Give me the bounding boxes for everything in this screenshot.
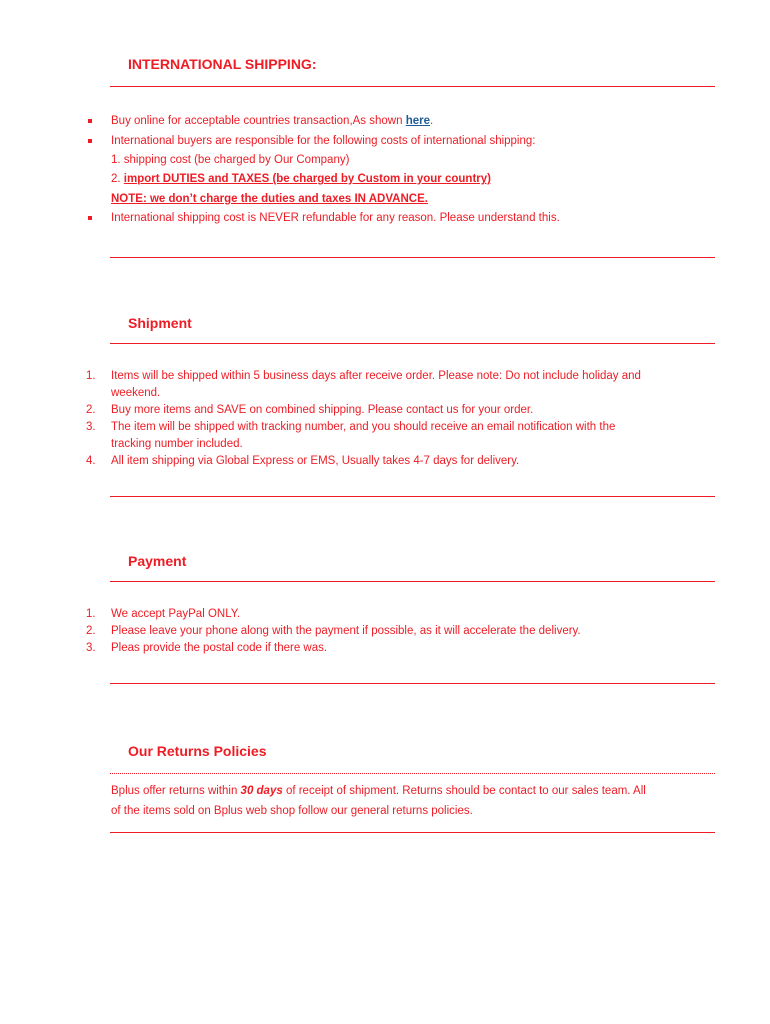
list-item: We accept PayPal ONLY. xyxy=(111,608,241,620)
divider xyxy=(110,343,715,344)
intl-shipping-heading: INTERNATIONAL SHIPPING: xyxy=(128,56,317,72)
list-item: Buy more items and SAVE on combined shipping. Please contact us for your order. xyxy=(111,404,534,416)
list-item: Please leave your phone along with the payment if possible, as it will accelerate the delivery. xyxy=(111,625,581,637)
list-item: The item will be shipped with tracking number, and you should receive an email notification with the xyxy=(111,421,616,433)
bullet-icon xyxy=(88,216,92,220)
shipment-heading: Shipment xyxy=(128,315,192,331)
list-number: 1. xyxy=(86,608,96,620)
divider xyxy=(110,683,715,684)
divider xyxy=(110,496,715,497)
returns-text: Bplus offer returns within xyxy=(111,785,241,797)
list-number: 3. xyxy=(86,421,96,433)
list-item: All item shipping via Global Express or EMS, Usually takes 4-7 days for delivery. xyxy=(111,455,520,467)
list-item: Items will be shipped within 5 business days after receive order. Please note: Do not include holiday and xyxy=(111,370,641,382)
intl-note: NOTE: we don’t charge the duties and taxes IN ADVANCE. xyxy=(111,193,428,205)
list-number: 4. xyxy=(86,455,96,467)
intl-sub-item-2-num: 2. xyxy=(111,173,124,185)
list-number: 2. xyxy=(86,404,96,416)
intl-bullet-3: International shipping cost is NEVER refundable for any reason. Please understand this. xyxy=(111,212,560,224)
returns-paragraph-line-1 xyxy=(111,784,646,798)
intl-bullet-2: International buyers are responsible for the following costs of international shipping: xyxy=(111,135,536,147)
here-link[interactable]: here xyxy=(405,115,430,127)
bullet-icon xyxy=(88,119,92,123)
divider xyxy=(110,257,715,258)
returns-days: 30 days xyxy=(240,785,283,797)
intl-bullet-1-end: . xyxy=(430,115,434,127)
intl-sub-item-2-text: import DUTIES and TAXES (be charged by Custom in your country) xyxy=(123,173,491,185)
list-item: Pleas provide the postal code if there was. xyxy=(111,642,328,654)
list-item-continuation: tracking number included. xyxy=(111,438,243,450)
intl-sub-item-1: 1. shipping cost (be charged by Our Company) xyxy=(111,154,350,166)
returns-text: of receipt of shipment. Returns should be contact to our sales team. All xyxy=(282,785,646,797)
returns-heading: Our Returns Policies xyxy=(128,743,267,759)
intl-sub-item-2 xyxy=(111,172,491,186)
returns-paragraph-line-2: of the items sold on Bplus web shop follow our general returns policies. xyxy=(111,805,473,817)
divider xyxy=(110,581,715,582)
list-item-continuation: weekend. xyxy=(111,387,161,399)
bullet-icon xyxy=(88,139,92,143)
intl-bullet-1-text: Buy online for acceptable countries transaction,As shown xyxy=(111,115,406,127)
divider xyxy=(110,86,715,87)
payment-heading: Payment xyxy=(128,553,187,569)
intl-bullet-1 xyxy=(111,114,433,128)
list-number: 3. xyxy=(86,642,96,654)
list-number: 2. xyxy=(86,625,96,637)
divider xyxy=(110,832,715,833)
list-number: 1. xyxy=(86,370,96,382)
divider xyxy=(110,773,715,774)
